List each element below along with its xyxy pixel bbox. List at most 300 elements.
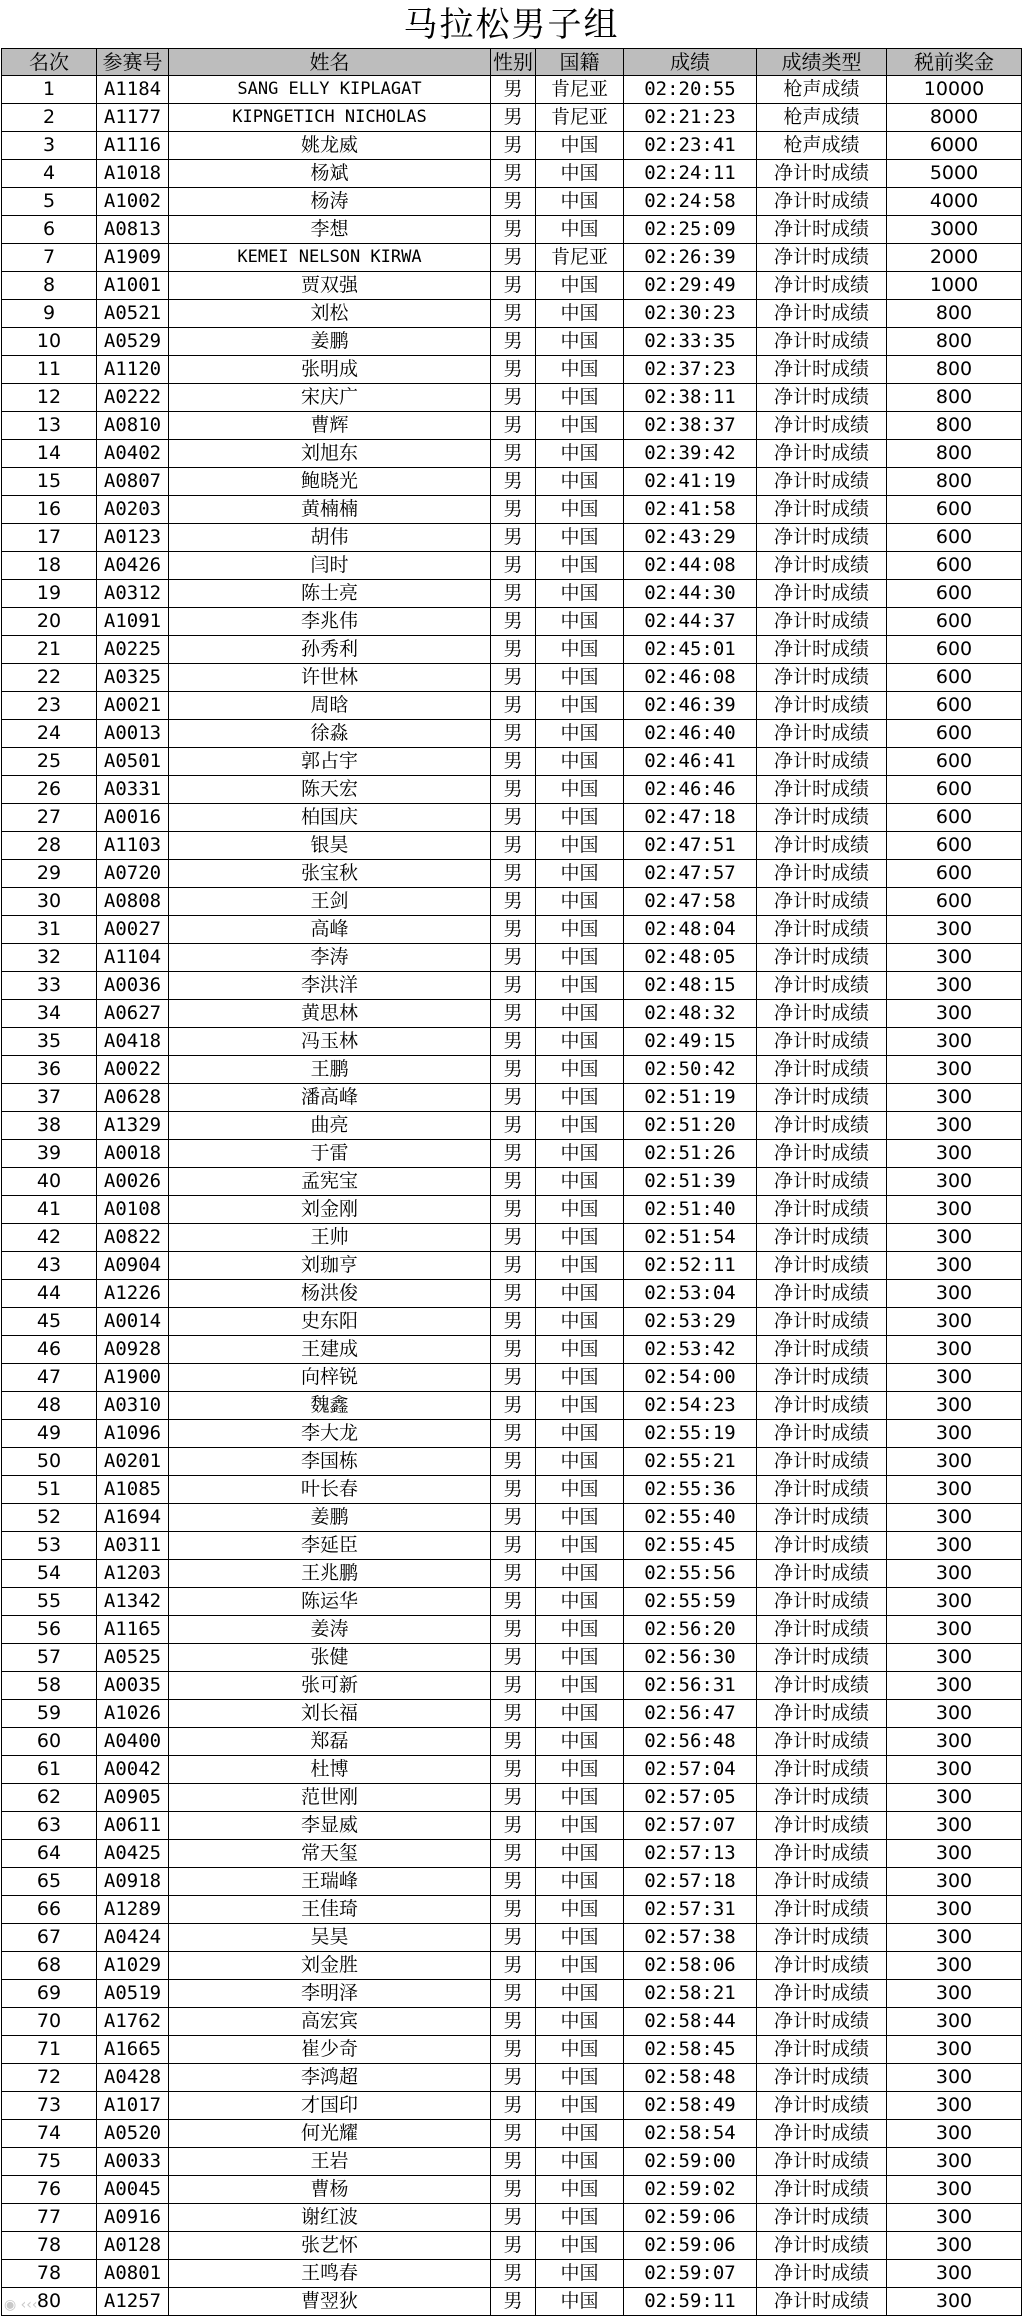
bib-cell: A0916 [97, 2204, 169, 2232]
bib-cell: A0720 [97, 860, 169, 888]
table-row [2, 2204, 1022, 2232]
nationality-cell: 肯尼亚 [536, 244, 624, 272]
rank-cell: 65 [2, 1868, 97, 1896]
rank-cell: 75 [2, 2148, 97, 2176]
name-cell: 鲍晓光 [169, 468, 491, 496]
prize-cell: 300 [887, 1952, 1022, 1980]
time-cell: 02:56:31 [624, 1672, 757, 1700]
gender-cell: 男 [491, 1392, 536, 1420]
gender-cell: 男 [491, 636, 536, 664]
nationality-cell: 中国 [536, 2176, 624, 2204]
nationality-cell: 中国 [536, 2204, 624, 2232]
gender-cell: 男 [491, 272, 536, 300]
name-cell: 高峰 [169, 916, 491, 944]
bib-cell: A1289 [97, 1896, 169, 1924]
nationality-cell: 中国 [536, 692, 624, 720]
name-cell: 胡伟 [169, 524, 491, 552]
bib-cell: A0331 [97, 776, 169, 804]
rank-cell: 2 [2, 104, 97, 132]
name-cell: 郭占宇 [169, 748, 491, 776]
bib-cell: A0928 [97, 1336, 169, 1364]
nationality-cell: 中国 [536, 1392, 624, 1420]
time-cell: 02:58:48 [624, 2064, 757, 2092]
rank-cell: 28 [2, 832, 97, 860]
rank-cell: 48 [2, 1392, 97, 1420]
bib-cell: A0014 [97, 1308, 169, 1336]
nationality-cell: 中国 [536, 1560, 624, 1588]
prize-cell: 600 [887, 524, 1022, 552]
rank-cell: 35 [2, 1028, 97, 1056]
bib-cell: A0425 [97, 1840, 169, 1868]
name-cell: 孙秀利 [169, 636, 491, 664]
time-type-cell: 净计时成绩 [757, 496, 887, 524]
prize-cell: 300 [887, 944, 1022, 972]
time-type-cell: 净计时成绩 [757, 468, 887, 496]
nationality-cell: 中国 [536, 1448, 624, 1476]
name-cell: 郑磊 [169, 1728, 491, 1756]
time-cell: 02:59:06 [624, 2232, 757, 2260]
bib-cell: A0904 [97, 1252, 169, 1280]
prize-cell: 300 [887, 2036, 1022, 2064]
time-cell: 02:30:23 [624, 300, 757, 328]
gender-cell: 男 [491, 944, 536, 972]
nationality-cell: 中国 [536, 468, 624, 496]
time-cell: 02:55:56 [624, 1560, 757, 1588]
bib-cell: A0525 [97, 1644, 169, 1672]
name-cell: 王瑞峰 [169, 1868, 491, 1896]
gender-cell: 男 [491, 2204, 536, 2232]
gender-cell: 男 [491, 412, 536, 440]
rank-cell: 61 [2, 1756, 97, 1784]
time-cell: 02:59:00 [624, 2148, 757, 2176]
nationality-cell: 中国 [536, 1728, 624, 1756]
time-cell: 02:48:05 [624, 944, 757, 972]
rank-cell: 66 [2, 1896, 97, 1924]
nationality-cell: 中国 [536, 888, 624, 916]
prize-cell: 300 [887, 1196, 1022, 1224]
prize-cell: 300 [887, 1084, 1022, 1112]
name-cell: 周晗 [169, 692, 491, 720]
nationality-cell: 中国 [536, 972, 624, 1000]
name-cell: 李兆伟 [169, 608, 491, 636]
prize-cell: 600 [887, 804, 1022, 832]
nationality-cell: 中国 [536, 1308, 624, 1336]
time-cell: 02:58:21 [624, 1980, 757, 2008]
nationality-cell: 中国 [536, 1476, 624, 1504]
time-cell: 02:55:36 [624, 1476, 757, 1504]
name-cell: 王鸣春 [169, 2260, 491, 2288]
rank-cell: 7 [2, 244, 97, 272]
gender-cell: 男 [491, 1224, 536, 1252]
time-cell: 02:20:55 [624, 76, 757, 104]
prize-cell: 6000 [887, 132, 1022, 160]
bib-cell: A0036 [97, 972, 169, 1000]
gender-cell: 男 [491, 1112, 536, 1140]
col-header-nationality: 国籍 [536, 49, 624, 76]
gender-cell: 男 [491, 1756, 536, 1784]
bib-cell: A0521 [97, 300, 169, 328]
bib-cell: A0808 [97, 888, 169, 916]
time-type-cell: 净计时成绩 [757, 1280, 887, 1308]
gender-cell: 男 [491, 1840, 536, 1868]
time-type-cell: 净计时成绩 [757, 748, 887, 776]
name-cell: 姜涛 [169, 1616, 491, 1644]
table-row [2, 188, 1022, 216]
rank-cell: 52 [2, 1504, 97, 1532]
nationality-cell: 中国 [536, 860, 624, 888]
prize-cell: 300 [887, 2120, 1022, 2148]
prize-cell: 300 [887, 1840, 1022, 1868]
nationality-cell: 中国 [536, 524, 624, 552]
nationality-cell: 中国 [536, 1756, 624, 1784]
time-cell: 02:48:04 [624, 916, 757, 944]
nationality-cell: 中国 [536, 1420, 624, 1448]
prize-cell: 300 [887, 2064, 1022, 2092]
time-cell: 02:46:08 [624, 664, 757, 692]
time-type-cell: 净计时成绩 [757, 216, 887, 244]
bib-cell: A0428 [97, 2064, 169, 2092]
table-row [2, 1420, 1022, 1448]
table-row [2, 1028, 1022, 1056]
bib-cell: A1165 [97, 1616, 169, 1644]
gender-cell: 男 [491, 1616, 536, 1644]
time-type-cell: 净计时成绩 [757, 384, 887, 412]
prize-cell: 300 [887, 2008, 1022, 2036]
gender-cell: 男 [491, 1140, 536, 1168]
rank-cell: 36 [2, 1056, 97, 1084]
time-cell: 02:38:37 [624, 412, 757, 440]
time-type-cell: 净计时成绩 [757, 888, 887, 916]
bib-cell: A0108 [97, 1196, 169, 1224]
prize-cell: 300 [887, 972, 1022, 1000]
rank-cell: 27 [2, 804, 97, 832]
gender-cell: 男 [491, 1700, 536, 1728]
prize-cell: 300 [887, 1420, 1022, 1448]
prize-cell: 800 [887, 328, 1022, 356]
time-type-cell: 净计时成绩 [757, 1448, 887, 1476]
nationality-cell: 中国 [536, 132, 624, 160]
time-type-cell: 净计时成绩 [757, 2092, 887, 2120]
gender-cell: 男 [491, 1000, 536, 1028]
table-row [2, 2232, 1022, 2260]
gender-cell: 男 [491, 1084, 536, 1112]
table-row [2, 328, 1022, 356]
time-type-cell: 净计时成绩 [757, 1812, 887, 1840]
table-row [2, 2092, 1022, 2120]
nationality-cell: 中国 [536, 1364, 624, 1392]
gender-cell: 男 [491, 384, 536, 412]
name-cell: 柏国庆 [169, 804, 491, 832]
prize-cell: 300 [887, 916, 1022, 944]
prize-cell: 600 [887, 832, 1022, 860]
time-type-cell: 净计时成绩 [757, 1056, 887, 1084]
rank-cell: 39 [2, 1140, 97, 1168]
time-cell: 02:58:06 [624, 1952, 757, 1980]
name-cell: 张明成 [169, 356, 491, 384]
prize-cell: 300 [887, 1140, 1022, 1168]
name-cell: KEMEI NELSON KIRWA [169, 244, 491, 272]
rank-cell: 46 [2, 1336, 97, 1364]
time-type-cell: 净计时成绩 [757, 1616, 887, 1644]
time-type-cell: 净计时成绩 [757, 2008, 887, 2036]
nationality-cell: 中国 [536, 2232, 624, 2260]
nationality-cell: 中国 [536, 2008, 624, 2036]
gender-cell: 男 [491, 1448, 536, 1476]
bib-cell: A0021 [97, 692, 169, 720]
name-cell: 姚龙威 [169, 132, 491, 160]
rank-cell: 17 [2, 524, 97, 552]
table-row [2, 1924, 1022, 1952]
nationality-cell: 中国 [536, 1672, 624, 1700]
gender-cell: 男 [491, 1168, 536, 1196]
time-type-cell: 枪声成绩 [757, 76, 887, 104]
prize-cell: 600 [887, 608, 1022, 636]
table-row [2, 1616, 1022, 1644]
name-cell: 李明泽 [169, 1980, 491, 2008]
gender-cell: 男 [491, 832, 536, 860]
bib-cell: A0128 [97, 2232, 169, 2260]
bib-cell: A1694 [97, 1504, 169, 1532]
gender-cell: 男 [491, 2232, 536, 2260]
name-cell: 杜博 [169, 1756, 491, 1784]
time-cell: 02:59:06 [624, 2204, 757, 2232]
rank-cell: 19 [2, 580, 97, 608]
prize-cell: 600 [887, 636, 1022, 664]
gender-cell: 男 [491, 104, 536, 132]
prize-cell: 300 [887, 1308, 1022, 1336]
table-row [2, 888, 1022, 916]
bib-cell: A0018 [97, 1140, 169, 1168]
name-cell: 王剑 [169, 888, 491, 916]
table-row [2, 1280, 1022, 1308]
bib-cell: A1184 [97, 76, 169, 104]
gender-cell: 男 [491, 1280, 536, 1308]
time-cell: 02:47:51 [624, 832, 757, 860]
time-type-cell: 净计时成绩 [757, 552, 887, 580]
bib-cell: A0035 [97, 1672, 169, 1700]
prize-cell: 600 [887, 496, 1022, 524]
rank-cell: 29 [2, 860, 97, 888]
bib-cell: A0013 [97, 720, 169, 748]
gender-cell: 男 [491, 160, 536, 188]
nationality-cell: 中国 [536, 272, 624, 300]
time-type-cell: 枪声成绩 [757, 104, 887, 132]
rank-cell: 8 [2, 272, 97, 300]
time-type-cell: 净计时成绩 [757, 300, 887, 328]
bib-cell: A0201 [97, 1448, 169, 1476]
nationality-cell: 中国 [536, 412, 624, 440]
time-type-cell: 净计时成绩 [757, 1476, 887, 1504]
time-cell: 02:21:23 [624, 104, 757, 132]
table-row [2, 1056, 1022, 1084]
nationality-cell: 中国 [536, 1616, 624, 1644]
time-type-cell: 净计时成绩 [757, 1868, 887, 1896]
rank-cell: 76 [2, 2176, 97, 2204]
time-type-cell: 净计时成绩 [757, 1532, 887, 1560]
table-row [2, 1868, 1022, 1896]
time-cell: 02:50:42 [624, 1056, 757, 1084]
time-cell: 02:55:40 [624, 1504, 757, 1532]
gender-cell: 男 [491, 552, 536, 580]
prize-cell: 300 [887, 1280, 1022, 1308]
table-row [2, 1252, 1022, 1280]
nationality-cell: 中国 [536, 1504, 624, 1532]
table-row [2, 552, 1022, 580]
time-type-cell: 净计时成绩 [757, 2036, 887, 2064]
time-cell: 02:51:19 [624, 1084, 757, 1112]
rank-cell: 20 [2, 608, 97, 636]
bib-cell: A0628 [97, 1084, 169, 1112]
time-cell: 02:52:11 [624, 1252, 757, 1280]
name-cell: 曹杨 [169, 2176, 491, 2204]
time-type-cell: 净计时成绩 [757, 1084, 887, 1112]
nationality-cell: 中国 [536, 720, 624, 748]
gender-cell: 男 [491, 972, 536, 1000]
gender-cell: 男 [491, 2120, 536, 2148]
name-cell: 张艺怀 [169, 2232, 491, 2260]
prize-cell: 300 [887, 1560, 1022, 1588]
name-cell: 常天玺 [169, 1840, 491, 1868]
time-cell: 02:39:42 [624, 440, 757, 468]
bib-cell: A1091 [97, 608, 169, 636]
name-cell: 孟宪宝 [169, 1168, 491, 1196]
prize-cell: 300 [887, 1252, 1022, 1280]
name-cell: 李大龙 [169, 1420, 491, 1448]
prize-cell: 300 [887, 1392, 1022, 1420]
table-row [2, 1588, 1022, 1616]
time-type-cell: 净计时成绩 [757, 2064, 887, 2092]
rank-cell: 73 [2, 2092, 97, 2120]
time-cell: 02:41:58 [624, 496, 757, 524]
nationality-cell: 中国 [536, 2064, 624, 2092]
time-cell: 02:57:07 [624, 1812, 757, 1840]
gender-cell: 男 [491, 2064, 536, 2092]
time-cell: 02:54:00 [624, 1364, 757, 1392]
table-row [2, 244, 1022, 272]
name-cell: 才国印 [169, 2092, 491, 2120]
bib-cell: A0822 [97, 1224, 169, 1252]
time-cell: 02:56:47 [624, 1700, 757, 1728]
rank-cell: 24 [2, 720, 97, 748]
prize-cell: 300 [887, 1784, 1022, 1812]
name-cell: 吴昊 [169, 1924, 491, 1952]
rank-cell: 30 [2, 888, 97, 916]
table-row [2, 1448, 1022, 1476]
gender-cell: 男 [491, 1504, 536, 1532]
prize-cell: 2000 [887, 244, 1022, 272]
nationality-cell: 中国 [536, 1952, 624, 1980]
table-row [2, 300, 1022, 328]
gender-cell: 男 [491, 1476, 536, 1504]
time-type-cell: 净计时成绩 [757, 972, 887, 1000]
gender-cell: 男 [491, 1980, 536, 2008]
table-row [2, 2064, 1022, 2092]
table-row [2, 468, 1022, 496]
nationality-cell: 中国 [536, 776, 624, 804]
time-cell: 02:55:59 [624, 1588, 757, 1616]
nationality-cell: 中国 [536, 664, 624, 692]
time-type-cell: 净计时成绩 [757, 832, 887, 860]
bib-cell: A1026 [97, 1700, 169, 1728]
table-row [2, 720, 1022, 748]
bib-cell: A0312 [97, 580, 169, 608]
time-cell: 02:55:45 [624, 1532, 757, 1560]
time-type-cell: 净计时成绩 [757, 636, 887, 664]
rank-cell: 78 [2, 2232, 97, 2260]
name-cell: 谢红波 [169, 2204, 491, 2232]
time-type-cell: 净计时成绩 [757, 720, 887, 748]
time-type-cell: 净计时成绩 [757, 692, 887, 720]
nationality-cell: 中国 [536, 608, 624, 636]
watermark-logo: ◉ ‹‹‹ [4, 2297, 38, 2313]
gender-cell: 男 [491, 1896, 536, 1924]
time-type-cell: 净计时成绩 [757, 1420, 887, 1448]
table-row [2, 1364, 1022, 1392]
name-cell: 刘金刚 [169, 1196, 491, 1224]
page-title: 马拉松男子组 [403, 5, 620, 45]
table-header-row [2, 49, 1022, 76]
rank-cell: 62 [2, 1784, 97, 1812]
time-type-cell: 净计时成绩 [757, 1560, 887, 1588]
name-cell: 黄楠楠 [169, 496, 491, 524]
time-type-cell: 净计时成绩 [757, 160, 887, 188]
bib-cell: A1116 [97, 132, 169, 160]
table-row [2, 1308, 1022, 1336]
rank-cell: 80 [2, 2288, 97, 2316]
time-cell: 02:24:11 [624, 160, 757, 188]
time-cell: 02:33:35 [624, 328, 757, 356]
rank-cell: 50 [2, 1448, 97, 1476]
table-row [2, 916, 1022, 944]
gender-cell: 男 [491, 2008, 536, 2036]
table-row [2, 440, 1022, 468]
table-row [2, 608, 1022, 636]
name-cell: 潘高峰 [169, 1084, 491, 1112]
nationality-cell: 中国 [536, 552, 624, 580]
nationality-cell: 中国 [536, 188, 624, 216]
time-type-cell: 净计时成绩 [757, 1252, 887, 1280]
table-row [2, 216, 1022, 244]
prize-cell: 300 [887, 1728, 1022, 1756]
name-cell: 王建成 [169, 1336, 491, 1364]
name-cell: 王兆鹏 [169, 1560, 491, 1588]
bib-cell: A1257 [97, 2288, 169, 2316]
time-cell: 02:57:31 [624, 1896, 757, 1924]
nationality-cell: 中国 [536, 1084, 624, 1112]
time-cell: 02:56:20 [624, 1616, 757, 1644]
prize-cell: 300 [887, 1588, 1022, 1616]
name-cell: 向梓锐 [169, 1364, 491, 1392]
bib-cell: A1900 [97, 1364, 169, 1392]
time-cell: 02:48:32 [624, 1000, 757, 1028]
time-type-cell: 净计时成绩 [757, 524, 887, 552]
rank-cell: 5 [2, 188, 97, 216]
table-row [2, 664, 1022, 692]
rank-cell: 64 [2, 1840, 97, 1868]
rank-cell: 67 [2, 1924, 97, 1952]
time-cell: 02:46:39 [624, 692, 757, 720]
rank-cell: 56 [2, 1616, 97, 1644]
time-type-cell: 净计时成绩 [757, 1784, 887, 1812]
time-cell: 02:47:18 [624, 804, 757, 832]
prize-cell: 600 [887, 552, 1022, 580]
gender-cell: 男 [491, 1672, 536, 1700]
prize-cell: 300 [887, 1896, 1022, 1924]
time-cell: 02:51:40 [624, 1196, 757, 1224]
rank-cell: 23 [2, 692, 97, 720]
col-header-time-type: 成绩类型 [757, 49, 887, 76]
table-row [2, 1532, 1022, 1560]
